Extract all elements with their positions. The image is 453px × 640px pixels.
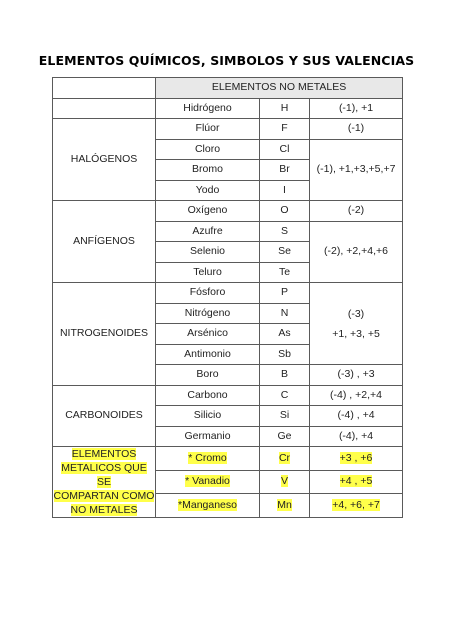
element-name: Hidrógeno <box>156 98 260 119</box>
element-valence: (-1), +1 <box>310 98 403 119</box>
group-halogenos: HALÓGENOS <box>53 119 156 201</box>
element-valence: (-1) <box>310 119 403 140</box>
element-symbol: Se <box>260 242 310 263</box>
element-symbol: B <box>260 365 310 386</box>
element-valence <box>310 470 403 494</box>
element-name: Arsénico <box>156 324 260 345</box>
table-row <box>53 447 403 471</box>
table-row <box>53 98 403 119</box>
element-name: Cloro <box>156 139 260 160</box>
element-symbol: I <box>260 180 310 201</box>
element-valence <box>310 447 403 471</box>
highlighted-text: * Cromo <box>188 451 227 464</box>
group-line: METALICOS QUE SE <box>61 462 147 488</box>
element-symbol <box>260 447 310 471</box>
element-name: Fósforo <box>156 283 260 304</box>
table-header: ELEMENTOS NO METALES <box>156 78 403 99</box>
highlighted-text: Mn <box>277 499 292 512</box>
element-name: Oxígeno <box>156 201 260 222</box>
element-symbol: S <box>260 221 310 242</box>
blank-header-cell <box>53 78 156 99</box>
table-row <box>53 385 403 406</box>
element-name: Carbono <box>156 385 260 406</box>
element-name: Antimonio <box>156 344 260 365</box>
element-name: Flúor <box>156 119 260 140</box>
table-row <box>53 119 403 140</box>
group-line: COMPARTAN COMO <box>53 490 155 502</box>
highlighted-text: +3 , +6 <box>339 451 373 464</box>
highlighted-text: +4, +6, +7 <box>332 499 380 512</box>
element-symbol: F <box>260 119 310 140</box>
group-nitrogenoides: NITROGENOIDES <box>53 283 156 386</box>
highlighted-text: Cr <box>278 451 291 464</box>
table-row <box>53 201 403 222</box>
element-name: Selenio <box>156 242 260 263</box>
element-valence: (-4), +4 <box>310 426 403 447</box>
element-name <box>156 470 260 494</box>
element-name: Silicio <box>156 406 260 427</box>
group-empty-cell <box>53 98 156 119</box>
element-symbol: O <box>260 201 310 222</box>
element-name <box>156 494 260 518</box>
element-valence: (-2) <box>310 201 403 222</box>
elements-table <box>52 77 403 518</box>
group-carbonoides: CARBONOIDES <box>53 385 156 447</box>
element-symbol: Sb <box>260 344 310 365</box>
element-name: Yodo <box>156 180 260 201</box>
element-name: Nitrógeno <box>156 303 260 324</box>
element-symbol: Te <box>260 262 310 283</box>
element-symbol: P <box>260 283 310 304</box>
element-valence: (-4) , +2,+4 <box>310 385 403 406</box>
table-row <box>53 283 403 304</box>
element-symbol: N <box>260 303 310 324</box>
element-name: Bromo <box>156 160 260 181</box>
element-symbol: Cl <box>260 139 310 160</box>
element-name: Boro <box>156 365 260 386</box>
group-metalicos-label <box>54 448 155 516</box>
group-line: NO METALES <box>70 504 138 516</box>
element-symbol <box>260 470 310 494</box>
element-valence: (-4) , +4 <box>310 406 403 427</box>
element-symbol: Si <box>260 406 310 427</box>
table-header-row <box>53 78 403 99</box>
element-name <box>156 447 260 471</box>
group-anfigenos: ANFÍGENOS <box>53 201 156 283</box>
element-symbol: H <box>260 98 310 119</box>
valence-line: (-3) <box>347 307 365 320</box>
highlighted-text: V <box>280 475 288 488</box>
element-name: Azufre <box>156 221 260 242</box>
valence-line: +1, +3, +5 <box>332 327 380 340</box>
element-symbol: C <box>260 385 310 406</box>
group-metalicos <box>53 447 156 518</box>
element-symbol: Br <box>260 160 310 181</box>
page-title: ELEMENTOS QUÍMICOS, SIMBOLOS Y SUS VALENCIAS <box>38 53 415 68</box>
highlighted-text: +4 , +5 <box>339 475 373 488</box>
element-symbol: As <box>260 324 310 345</box>
element-valence <box>310 494 403 518</box>
element-valence: (-3) , +3 <box>310 365 403 386</box>
element-valence-merged <box>310 283 403 365</box>
element-valence-merged: (-2), +2,+4,+6 <box>310 221 403 283</box>
highlighted-text: *Manganeso <box>178 499 237 512</box>
element-valence-merged: (-1), +1,+3,+5,+7 <box>310 139 403 201</box>
element-name: Germanio <box>156 426 260 447</box>
highlighted-text: * Vanadio <box>185 475 230 488</box>
group-line: ELEMENTOS <box>71 448 137 460</box>
element-symbol: Ge <box>260 426 310 447</box>
element-name: Teluro <box>156 262 260 283</box>
element-symbol <box>260 494 310 518</box>
